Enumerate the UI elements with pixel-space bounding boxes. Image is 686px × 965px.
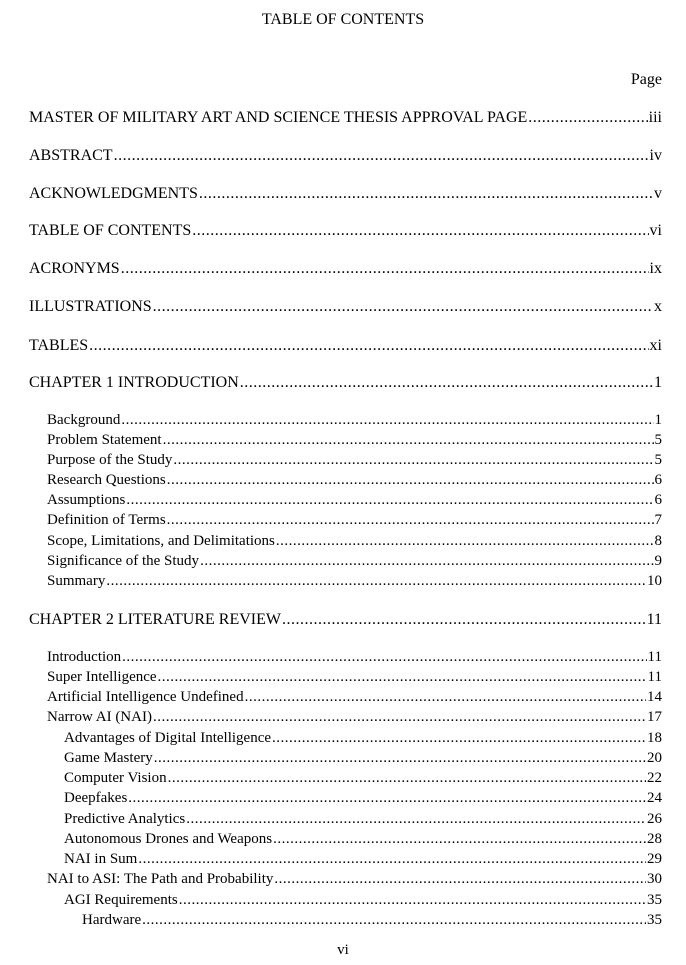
toc-entry-page-number: 11 [646, 611, 662, 628]
toc-entry-page-number: 1 [654, 412, 662, 428]
toc-entry-page-number: xi [649, 337, 662, 354]
toc-dot-leader [154, 750, 646, 767]
toc-entry-page-number: 7 [654, 512, 662, 528]
toc-entry-title: CHAPTER 1 INTRODUCTION [29, 374, 239, 391]
toc-entry-title: Summary [47, 573, 106, 589]
toc-dot-leader [106, 573, 646, 590]
toc-entry[interactable] [29, 185, 662, 203]
toc-entry-page-number: x [654, 298, 662, 315]
toc-entry[interactable] [29, 298, 662, 316]
toc-entry-title: Computer Vision [64, 770, 167, 786]
toc-entry-title: Super Intelligence [47, 669, 157, 685]
toc-entry-title: Scope, Limitations, and Delimitations [47, 533, 275, 549]
toc-entry[interactable] [29, 147, 662, 165]
toc-dot-leader [240, 374, 653, 392]
toc-entry-title: ILLUSTRATIONS [29, 298, 152, 315]
toc-dot-leader [122, 649, 646, 666]
toc-dot-leader [89, 337, 648, 355]
toc-entry-page-number: 10 [647, 573, 662, 589]
toc-entry-title: Predictive Analytics [64, 811, 186, 827]
toc-entry[interactable] [64, 730, 662, 747]
toc-entry[interactable] [64, 851, 662, 868]
page-column-label: Page [630, 71, 662, 88]
toc-entry[interactable] [47, 709, 662, 726]
toc-entry[interactable] [64, 790, 662, 807]
toc-entry-title: AGI Requirements [64, 892, 178, 908]
toc-entry-title: Background [47, 412, 121, 428]
toc-dot-leader [276, 533, 654, 550]
toc-dot-leader [153, 709, 646, 726]
toc-dot-leader [173, 452, 653, 469]
toc-dot-leader [153, 298, 653, 316]
toc-entry-title: TABLES [29, 337, 89, 354]
toc-dot-leader [199, 185, 653, 203]
toc-dot-leader [179, 892, 646, 909]
toc-entry-title: Definition of Terms [47, 512, 166, 528]
toc-entry-title: Advantages of Digital Intelligence [64, 730, 272, 746]
toc-entry-page-number: 24 [647, 790, 662, 806]
toc-entry-page-number: 11 [647, 669, 662, 685]
toc-entry-page-number: 5 [654, 432, 662, 448]
toc-dot-leader [167, 512, 654, 529]
toc-entry-title: Assumptions [47, 492, 126, 508]
toc-dot-leader [163, 432, 654, 449]
toc-dot-leader [245, 689, 646, 706]
toc-entry-page-number: 28 [647, 831, 662, 847]
toc-entry[interactable] [29, 222, 662, 240]
toc-dot-leader [192, 222, 648, 240]
toc-entry-title: NAI to ASI: The Path and Probability [47, 871, 274, 887]
toc-entry[interactable] [47, 512, 662, 529]
toc-entry-title: Narrow AI (NAI) [47, 709, 152, 725]
toc-entry-title: CHAPTER 2 LITERATURE REVIEW [29, 611, 281, 628]
toc-entry-title: Autonomous Drones and Weapons [64, 831, 273, 847]
toc-dot-leader [158, 669, 647, 686]
toc-dot-leader [121, 412, 653, 429]
toc-entry[interactable] [64, 811, 662, 828]
toc-entry-title: ACRONYMS [29, 260, 120, 277]
page-title: TABLE OF CONTENTS [261, 11, 425, 28]
toc-entry-page-number: 14 [647, 689, 662, 705]
toc-dot-leader [126, 492, 653, 509]
toc-dot-leader [186, 811, 646, 828]
toc-dot-leader [274, 871, 646, 888]
toc-entry[interactable] [29, 337, 662, 355]
toc-dot-leader [168, 770, 646, 787]
toc-entry-title: Artificial Intelligence Undefined [47, 689, 244, 705]
toc-entry[interactable] [47, 553, 662, 570]
toc-entry[interactable] [29, 611, 662, 629]
toc-entry[interactable] [47, 452, 662, 469]
toc-entry[interactable] [29, 374, 662, 392]
toc-entry[interactable] [47, 472, 662, 489]
toc-entry-title: ACKNOWLEDGMENTS [29, 185, 198, 202]
toc-entry-page-number: 6 [654, 492, 662, 508]
toc-dot-leader [528, 109, 647, 127]
toc-entry-page-number: v [654, 185, 662, 202]
toc-entry-title: Research Questions [47, 472, 166, 488]
toc-entry[interactable] [47, 649, 662, 666]
toc-entry-page-number: 26 [647, 811, 662, 827]
toc-entry-page-number: 9 [654, 553, 662, 569]
toc-entry-page-number: ix [649, 260, 662, 277]
toc-entry-page-number: 29 [647, 851, 662, 867]
toc-dot-leader [142, 912, 646, 929]
toc-entry-title: Introduction [47, 649, 122, 665]
toc-entry-title: TABLE OF CONTENTS [29, 222, 192, 239]
toc-entry-page-number: 6 [654, 472, 662, 488]
toc-entry-page-number: iii [648, 109, 662, 126]
toc-entry-title: Deepfakes [64, 790, 128, 806]
toc-entry-title: Significance of the Study [47, 553, 200, 569]
toc-dot-leader [114, 147, 649, 165]
toc-entry[interactable] [47, 689, 662, 706]
toc-entry-title: NAI in Sum [64, 851, 138, 867]
toc-entry[interactable] [47, 533, 662, 550]
toc-entry-page-number: iv [649, 147, 662, 164]
toc-dot-leader [273, 831, 646, 848]
toc-entry-page-number: 8 [654, 533, 662, 549]
toc-dot-leader [200, 553, 653, 570]
toc-entry-title: Game Mastery [64, 750, 153, 766]
toc-dot-leader [272, 730, 646, 747]
toc-dot-leader [121, 260, 649, 278]
toc-dot-leader [138, 851, 646, 868]
toc-entry[interactable] [47, 412, 662, 429]
toc-entry-page-number: 22 [647, 770, 662, 786]
toc-entry[interactable] [47, 669, 662, 686]
toc-entry-page-number: 1 [654, 374, 662, 391]
toc-entry[interactable] [82, 912, 662, 929]
footer-page-number: vi [337, 942, 349, 958]
toc-dot-leader [282, 611, 646, 629]
toc-entry-page-number: 17 [647, 709, 662, 725]
toc-entry[interactable] [64, 770, 662, 787]
toc-dot-leader [128, 790, 646, 807]
toc-entry-page-number: 35 [647, 892, 662, 908]
toc-entry-page-number: 35 [647, 912, 662, 928]
toc-entry[interactable] [47, 432, 662, 449]
toc-entry-title: Purpose of the Study [47, 452, 173, 468]
toc-entry-page-number: 11 [647, 649, 662, 665]
toc-entry-title: Hardware [82, 912, 142, 928]
toc-entry[interactable] [29, 260, 662, 278]
toc-entry-page-number: vi [649, 222, 662, 239]
toc-entry[interactable] [64, 831, 662, 848]
toc-entry-title: MASTER OF MILITARY ART AND SCIENCE THESIS APPROVAL PAGE [29, 109, 528, 126]
toc-entry[interactable] [64, 892, 662, 909]
toc-entry-page-number: 5 [654, 452, 662, 468]
toc-entry-page-number: 20 [647, 750, 662, 766]
toc-entry-page-number: 18 [647, 730, 662, 746]
toc-entry[interactable] [47, 492, 662, 509]
toc-entry-title: ABSTRACT [29, 147, 113, 164]
toc-dot-leader [167, 472, 654, 489]
toc-entry[interactable] [47, 871, 662, 888]
toc-entry[interactable] [29, 109, 662, 127]
toc-entry[interactable] [64, 750, 662, 767]
toc-entry-page-number: 30 [647, 871, 662, 887]
toc-entry-title: Problem Statement [47, 432, 162, 448]
toc-entry[interactable] [47, 573, 662, 590]
